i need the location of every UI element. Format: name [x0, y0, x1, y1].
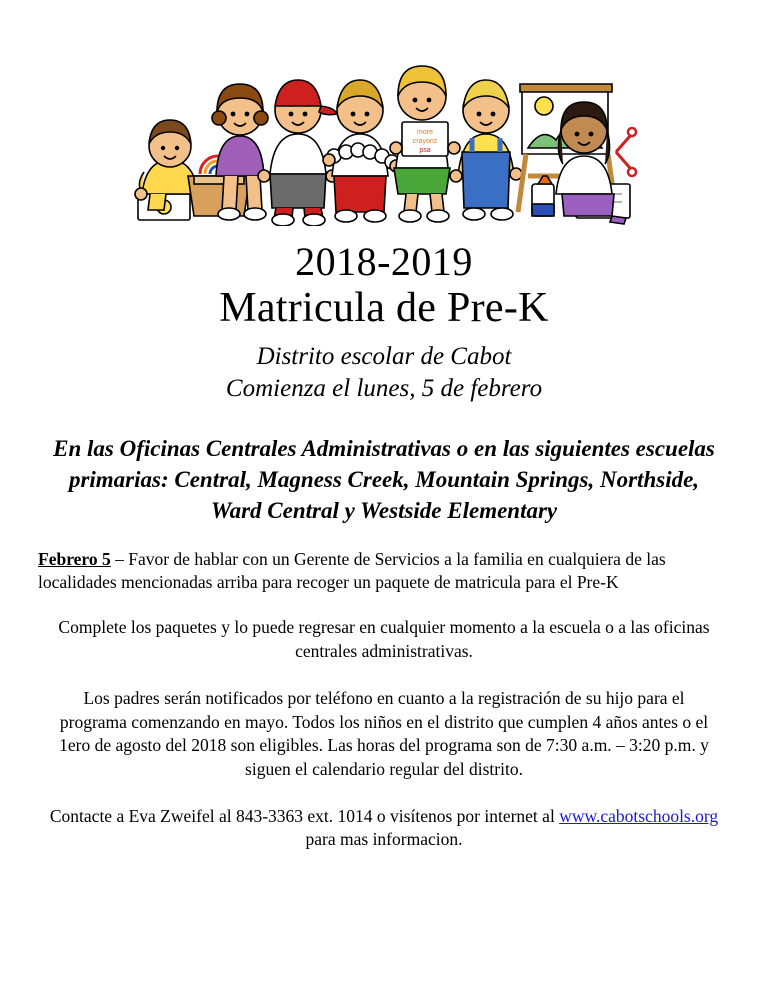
title-year: 2018-2019 — [295, 239, 473, 284]
cabot-schools-website-link[interactable]: www.cabotschools.org — [559, 806, 719, 827]
svg-text:more: more — [417, 129, 433, 136]
contact-text-after: para mas informacion. — [305, 829, 463, 850]
complete-packets-paragraph: Complete los paquetes y lo puede regresar en cualquier momento a la escuela o a las oficinas centrales administrativas. — [58, 617, 710, 661]
subtitle-line-2: Comienza el lunes, 5 de febrero — [225, 375, 543, 403]
february-paragraph-text: – Favor de hablar con un Gerente de Servicios a la familia en cualquiera de las localidades mencionadas arriba para recoger un paquete de matricula para el Pre-K — [38, 549, 666, 593]
subtitle-line-1: Distrito escolar de Cabot — [256, 343, 512, 371]
svg-text:psa: psa — [419, 147, 431, 154]
children-classroom-clipart — [124, 0, 644, 226]
subtitle-block — [38, 341, 730, 405]
february-paragraph — [38, 548, 730, 594]
title-main: Matricula de Pre-K — [219, 285, 549, 332]
contact-paragraph — [38, 805, 730, 852]
contact-text-before: Contacte a Eva Zweifel al 843-3363 ext. 1014 o visítenos por internet al — [49, 806, 560, 827]
svg-text:crayonz: crayonz — [412, 138, 438, 145]
notification-paragraph: Los padres serán notificados por teléfono en cuanto a la registración de su hijo para el programa comenzando en mayo. Todos los niños en el distrito que cumplen 4 años antes o el 1ero de agosto del 2018 son eligibles. Las horas del programa son de 7:30 a.m. – 3:20 p.m. y siguen el calendario regular del distrito. — [59, 688, 709, 779]
february-date-label: Febrero 5 — [38, 549, 111, 570]
locations-paragraph: En las Oficinas Centrales Administrativas o en las siguientes escuelas primarias: Central, Magness Creek, Mountain Springs, Northside, Ward Central y Westside Elementary — [53, 436, 715, 524]
